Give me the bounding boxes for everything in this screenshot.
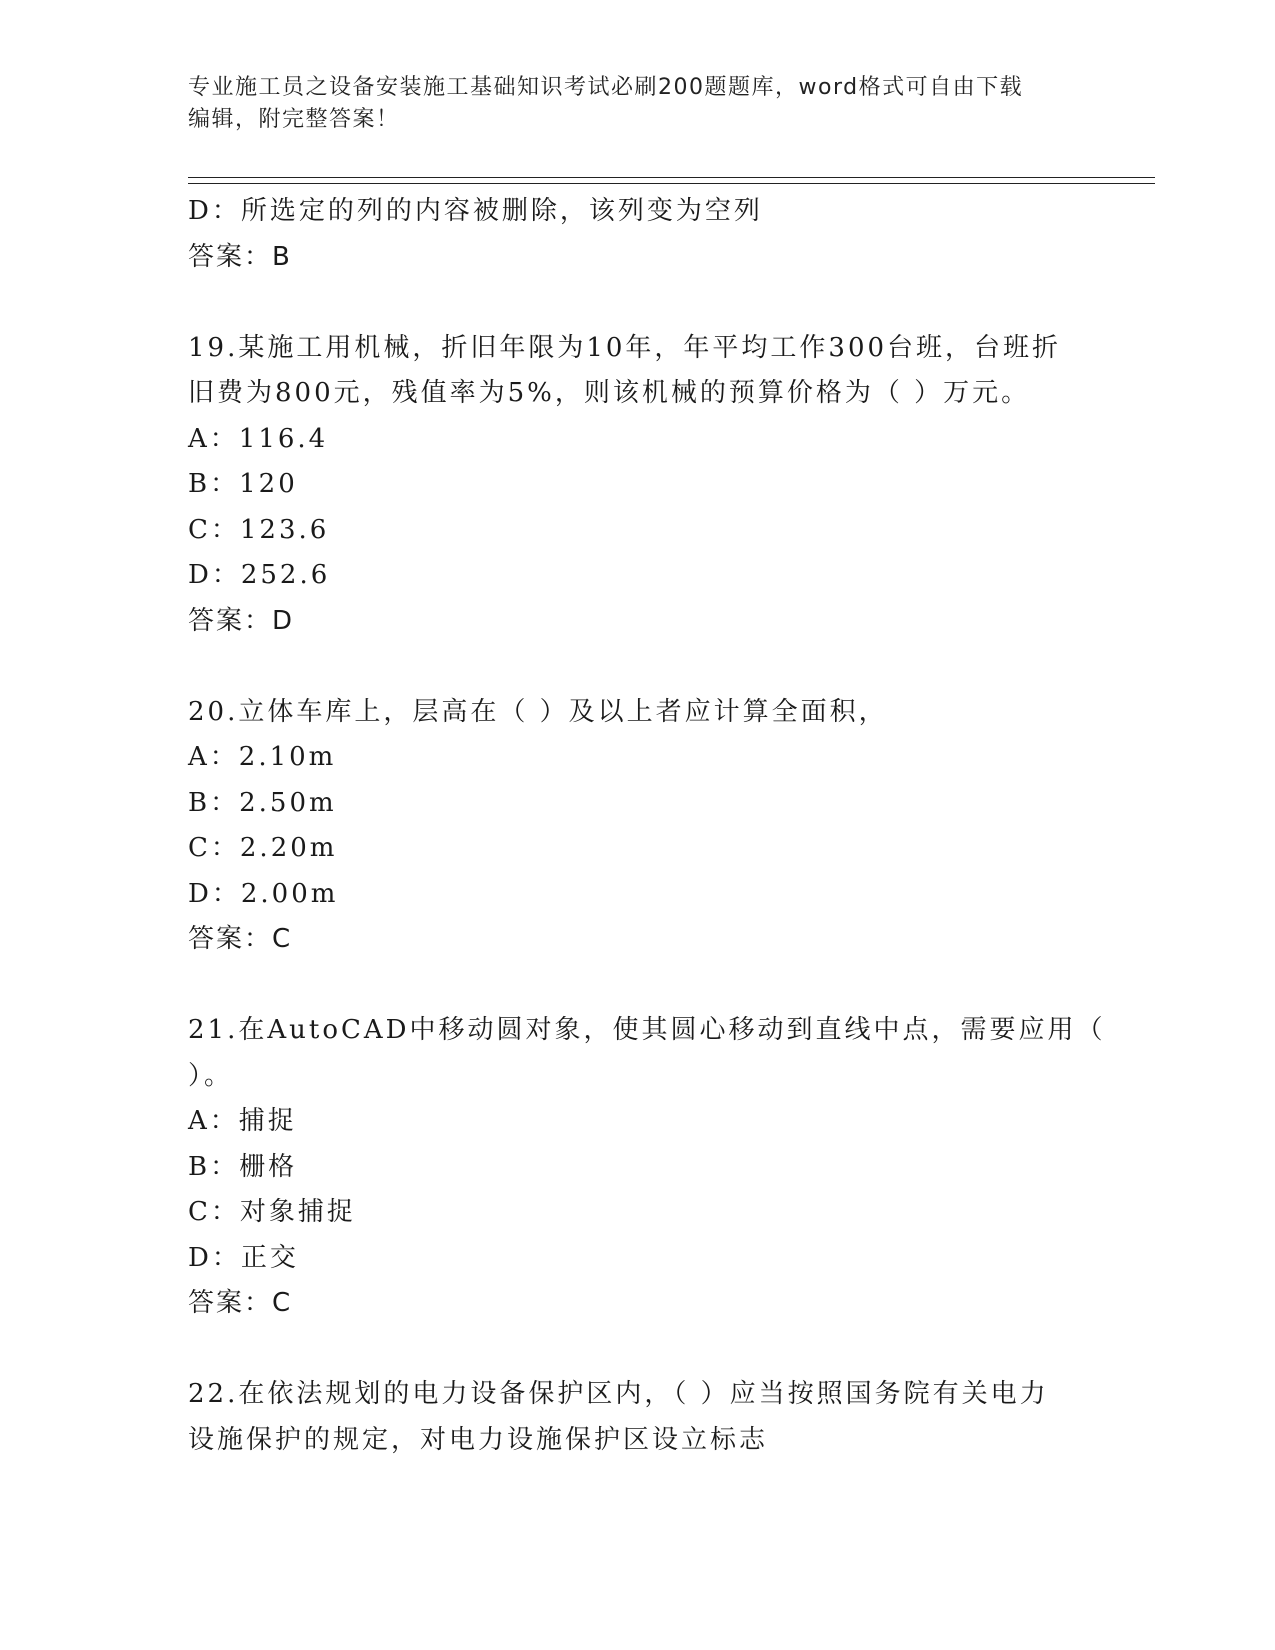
answer-line: 答案：D [188, 605, 295, 636]
question-stem: 22.在依法规划的电力设备保护区内，（ ）应当按照国务院有关电力 [188, 1379, 1049, 1409]
spacer [188, 644, 1088, 690]
header-divider-bottom [188, 183, 1155, 184]
option-a: A：2.10m [188, 742, 337, 772]
spacer [188, 963, 1088, 1009]
spacer [188, 280, 1088, 326]
spacer [188, 1327, 1088, 1373]
question-stem-continued: ）。 [188, 1060, 234, 1091]
option-c: C：2.20m [188, 833, 338, 863]
option-b: B：120 [188, 469, 298, 499]
answer-line: 答案：C [188, 1288, 293, 1318]
option-d: D：252.6 [188, 560, 331, 590]
question-stem: 20.立体车库上，层高在（ ）及以上者应计算全面积， [188, 696, 888, 727]
option-c: C：123.6 [188, 514, 330, 545]
document-header [188, 72, 1068, 136]
option-d: D：2.00m [188, 878, 339, 909]
option-d: D：正交 [188, 1242, 299, 1273]
header-divider-top [188, 177, 1155, 178]
question-22 [188, 1372, 1088, 1463]
answer-line: 答案：B [188, 241, 292, 272]
option-b: B：2.50m [188, 787, 337, 818]
option-a: A：116.4 [188, 423, 329, 454]
question-stem: 19.某施工用机械，折旧年限为10年，年平均工作300台班，台班折 [188, 332, 1062, 363]
question-stem-continued: 旧费为800元，残值率为5%，则该机械的预算价格为（ ）万元。 [188, 378, 1031, 408]
option-b: B：栅格 [188, 1151, 298, 1182]
answer-line: 答案：C [188, 924, 293, 954]
question-19 [188, 326, 1088, 645]
question-18-tail [188, 189, 1088, 280]
question-stem: 21.在AutoCAD中移动圆对象，使其圆心移动到直线中点，需要应用（ [188, 1015, 1106, 1045]
header-line-1: 专业施工员之设备安装施工基础知识考试必刷200题题库，word格式可自由下载 [188, 75, 1024, 100]
question-20 [188, 690, 1088, 963]
question-stem-continued: 设施保护的规定，对电力设施保护区设立标志 [188, 1424, 769, 1455]
option-c: C：对象捕捉 [188, 1197, 356, 1227]
document-body [188, 189, 1106, 1463]
question-21 [188, 1008, 1106, 1327]
header-line-2: 编辑，附完整答案！ [188, 107, 400, 132]
option-a: A：捕捉 [188, 1106, 297, 1136]
option-d: D：所选定的列的内容被删除，该列变为空列 [188, 196, 763, 226]
